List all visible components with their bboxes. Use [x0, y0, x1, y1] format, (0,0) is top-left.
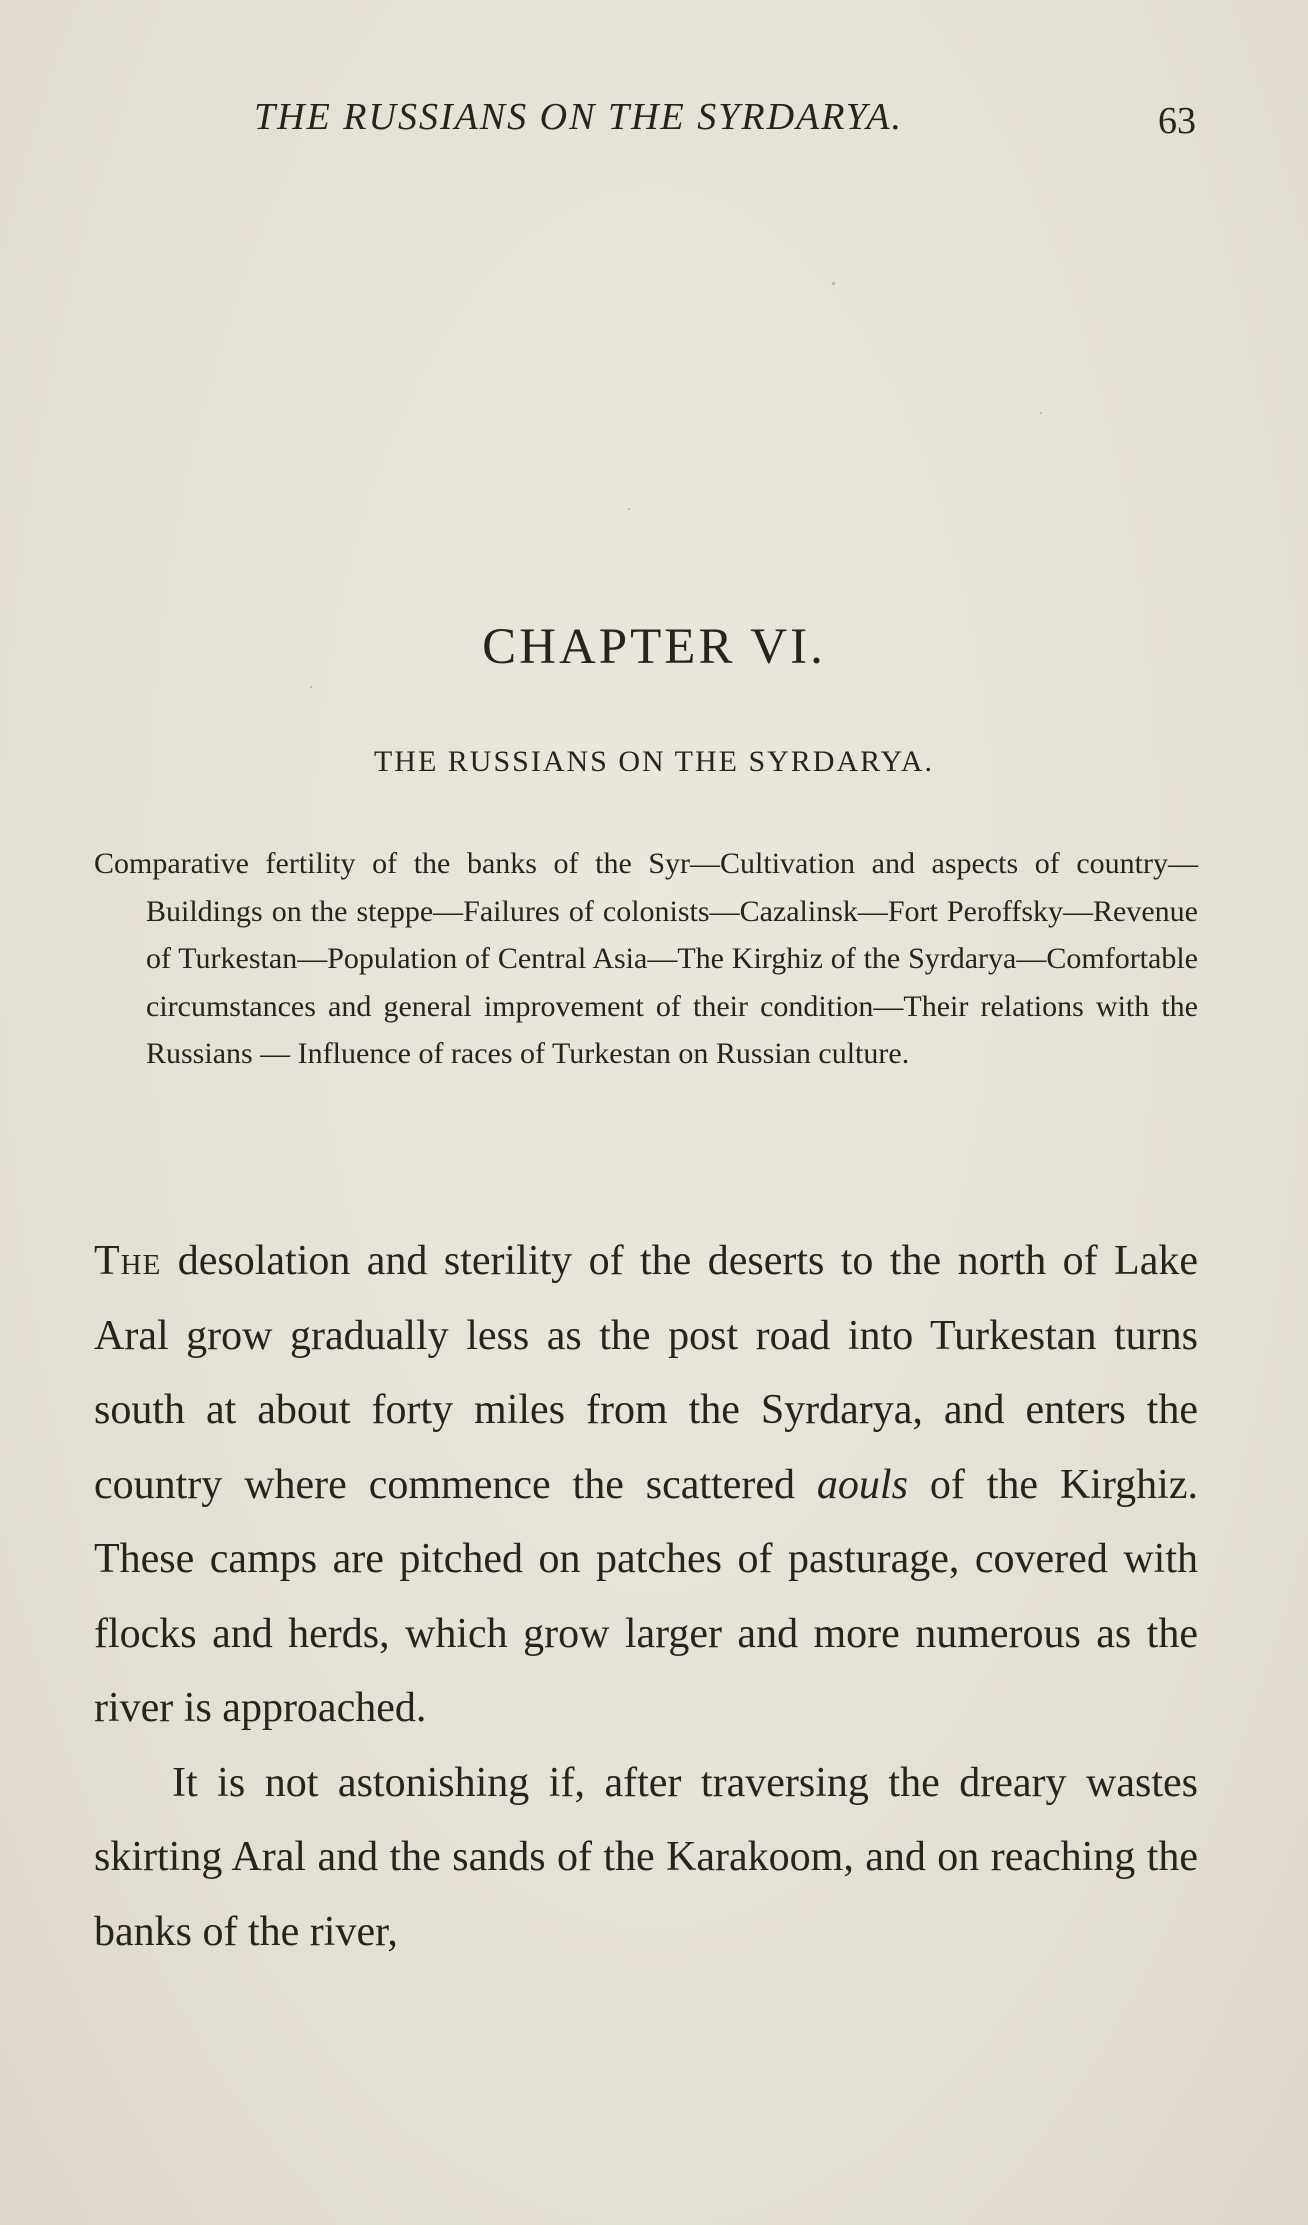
chapter-heading: CHAPTER VI. [482, 619, 826, 675]
italic-term: aouls [816, 1461, 908, 1508]
chapter-synopsis: Comparative fertility of the banks of the Syr—Cultivation and aspects of country—Buildings on the steppe—Failures of colonists—Cazalinsk—Fort Peroffsky—Revenue of Turkestan—Population of Central Asia—The Kirghiz of the Syrdarya—Comfortable circumstances and general improvement of their condition—Their relations with the Russians — Influence of races of Turkestan on Russian culture. [94, 847, 1198, 1070]
running-title: THE RUSSIANS ON THE SYRDARYA. [254, 96, 903, 138]
paragraph-1-text-b: of the Kirghiz. These camps are pitched on patches of pasturage, covered with flocks and herds, which grow larger and more numerous as the river is approached. [94, 1461, 1198, 1731]
paper-speck [310, 686, 312, 688]
paragraph-1 [94, 1224, 1198, 1746]
chapter-subtitle: THE RUSSIANS ON THE SYRDARYA. [373, 745, 935, 778]
paper-speck [628, 508, 630, 510]
paragraph-1-text-a: desolation and sterility of the deserts to the north of Lake Aral grow gradually less as the post road into Turkestan turns south at about forty miles from the Syrdarya, and enters the country where commence the scattered [94, 1238, 1198, 1508]
paper-speck [832, 282, 835, 285]
running-head [0, 95, 1308, 145]
paragraph-2: It is not astonishing if, after traversing the dreary wastes skirting Aral and the sands of the Karakoom, and on reaching the banks of the river, [94, 1759, 1198, 1955]
page-number: 63 [1158, 100, 1196, 142]
paragraph-lead-word: The [94, 1238, 162, 1284]
paper-speck [1040, 412, 1042, 414]
body-text [94, 1224, 1198, 1969]
